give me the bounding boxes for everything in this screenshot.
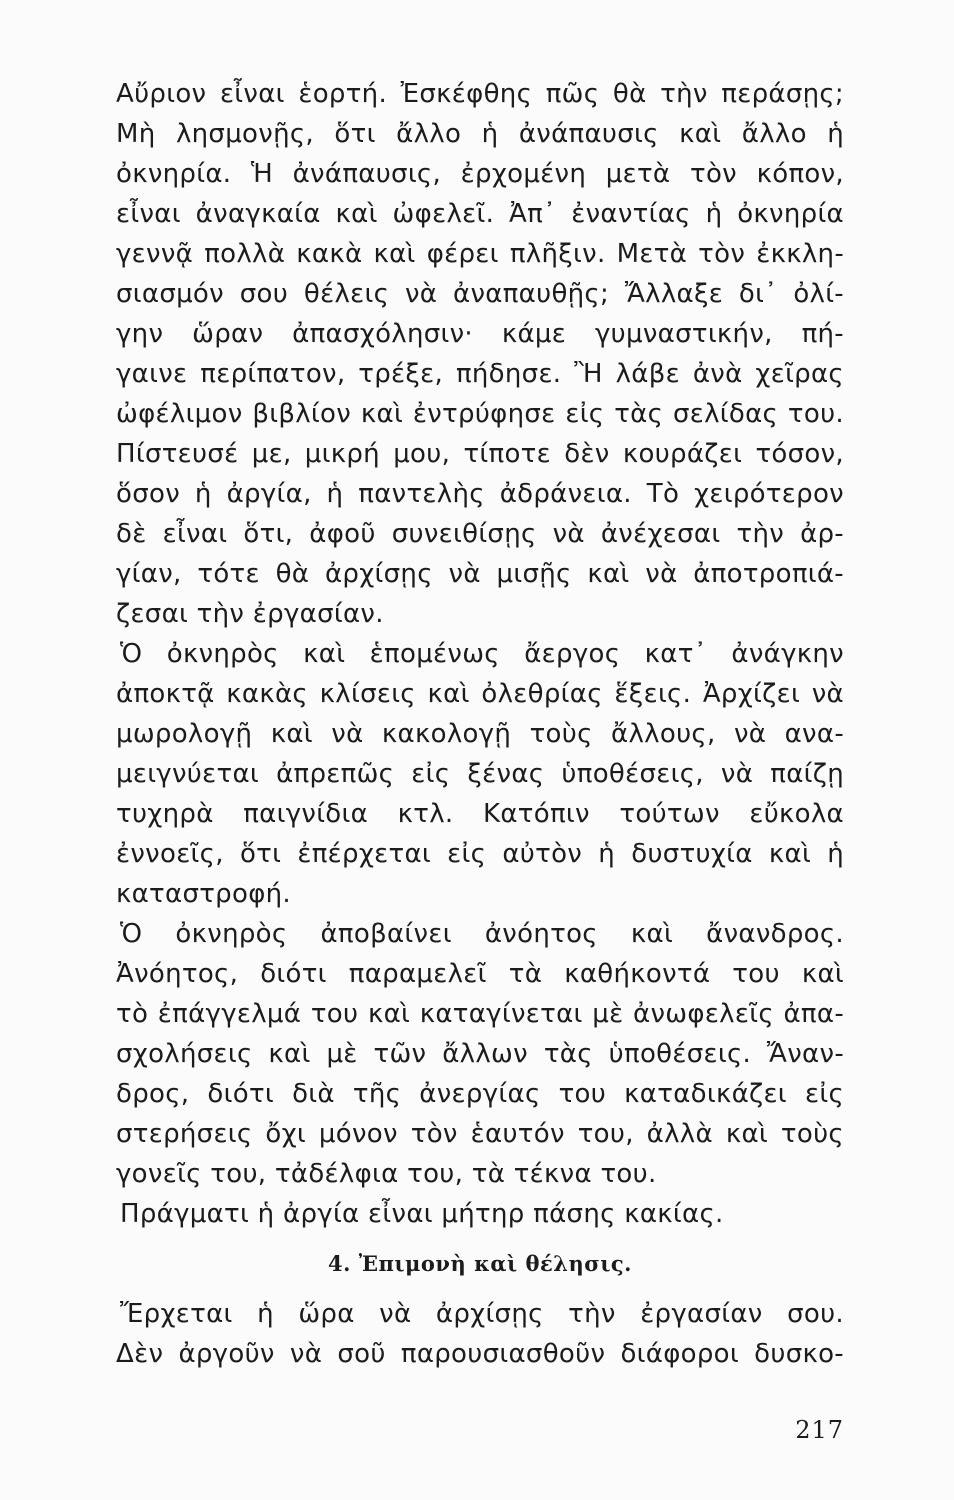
text-line: δὲ εἶναι ὅτι, ἀφοῦ συνειθίσῃς νὰ ἀνέχεσαι τὴν ἀρ- bbox=[116, 519, 844, 549]
body-text bbox=[116, 74, 844, 1374]
text-line: Πίστευσέ με, μικρή μου, τίποτε δὲν κουράζει τόσον, bbox=[116, 439, 844, 469]
text-line: ὠφέλιμον βιβλίον καὶ ἐντρύφησε εἰς τὰς σελίδας του. bbox=[116, 399, 844, 429]
text-line: ὅσον ἡ ἀργία, ἡ παντελὴς ἀδράνεια. Τὸ χειρότερον bbox=[116, 479, 844, 509]
text-line: σχολήσεις καὶ μὲ τῶν ἄλλων τὰς ὑποθέσεις. Ἄναν- bbox=[116, 1039, 844, 1069]
text-line: Πράγματι ἡ ἀργία εἶναι μήτηρ πάσης κακίας. bbox=[120, 1199, 724, 1229]
text-line: γην ὥραν ἀπασχόλησιν· κάμε γυμναστικήν, πή- bbox=[116, 319, 844, 349]
text-line: γονεῖς του, τἀδέλφια του, τὰ τέκνα του. bbox=[116, 1159, 657, 1189]
text-line: ἐννοεῖς, ὅτι ἐπέρχεται εἰς αὐτὸν ἡ δυστυχία καὶ ἡ bbox=[116, 839, 844, 869]
text-line: Ἀνόητος, διότι παραμελεῖ τὰ καθήκοντά του καὶ bbox=[116, 959, 844, 989]
text-line: ὀκνηρία. Ἡ ἀνάπαυσις, ἐρχομένη μετὰ τὸν κόπον, bbox=[116, 159, 844, 189]
text-line: μειγνύεται ἀπρεπῶς εἰς ξένας ὑποθέσεις, νὰ παίζῃ bbox=[116, 759, 844, 789]
text-line: γαινε περίπατον, τρέξε, πήδησε. Ἢ λάβε ἀνὰ χεῖρας bbox=[116, 359, 844, 389]
text-line: Μὴ λησμονῇς, ὅτι ἄλλο ἡ ἀνάπαυσις καὶ ἄλλο ἡ bbox=[116, 119, 844, 149]
text-line: Ἔρχεται ἡ ὥρα νὰ ἀρχίσῃς τὴν ἐργασίαν σου. bbox=[120, 1299, 844, 1329]
text-line: Ὁ ὀκνηρὸς καὶ ἑπομένως ἄεργος κατ᾽ ἀνάγκην bbox=[120, 639, 844, 669]
text-line: δρος, διότι διὰ τῆς ἀνεργίας του καταδικάζει εἰς bbox=[116, 1079, 844, 1109]
text-line: Δὲν ἀργοῦν νὰ σοῦ παρουσιασθοῦν διάφοροι δυσκο- bbox=[116, 1339, 844, 1369]
text-line: τυχηρὰ παιγνίδια κτλ. Κατόπιν τούτων εὔκολα bbox=[116, 799, 844, 829]
text-line: γεννᾷ πολλὰ κακὰ καὶ φέρει πλῆξιν. Μετὰ τὸν ἐκκλη- bbox=[116, 239, 844, 269]
text-line: Ὁ ὀκνηρὸς ἀποβαίνει ἀνόητος καὶ ἄνανδρος. bbox=[120, 919, 844, 949]
text-line: στερήσεις ὄχι μόνον τὸν ἑαυτόν του, ἀλλὰ καὶ τοὺς bbox=[116, 1119, 844, 1149]
section-heading: 4. Ἐπιμονὴ καὶ θέλησις. bbox=[328, 1251, 632, 1276]
text-line: Αὔριον εἶναι ἑορτή. Ἐσκέφθης πῶς θὰ τὴν περάσῃς; bbox=[116, 79, 844, 109]
text-line: τὸ ἐπάγγελμά του καὶ καταγίνεται μὲ ἀνωφελεῖς ἀπα- bbox=[116, 999, 844, 1029]
page-number: 217 bbox=[795, 1416, 844, 1444]
text-line: γίαν, τότε θὰ ἀρχίσῃς νὰ μισῇς καὶ νὰ ἀποτροπιά- bbox=[116, 559, 844, 589]
text-line: μωρολογῇ καὶ νὰ κακολογῇ τοὺς ἄλλους, νὰ ανα- bbox=[116, 719, 844, 749]
text-line: ζεσαι τὴν ἐργασίαν. bbox=[116, 599, 384, 629]
text-line: εἶναι ἀναγκαία καὶ ὠφελεῖ. Ἀπ᾽ ἐναντίας ἡ ὀκνηρία bbox=[116, 199, 844, 229]
text-line: ἀποκτᾷ κακὰς κλίσεις καὶ ὀλεθρίας ἕξεις. Ἀρχίζει νὰ bbox=[116, 679, 844, 709]
text-line: σιασμόν σου θέλεις νὰ ἀναπαυθῇς; Ἄλλαξε δι᾽ ὀλί- bbox=[116, 279, 844, 309]
text-line: καταστροφή. bbox=[116, 879, 291, 909]
